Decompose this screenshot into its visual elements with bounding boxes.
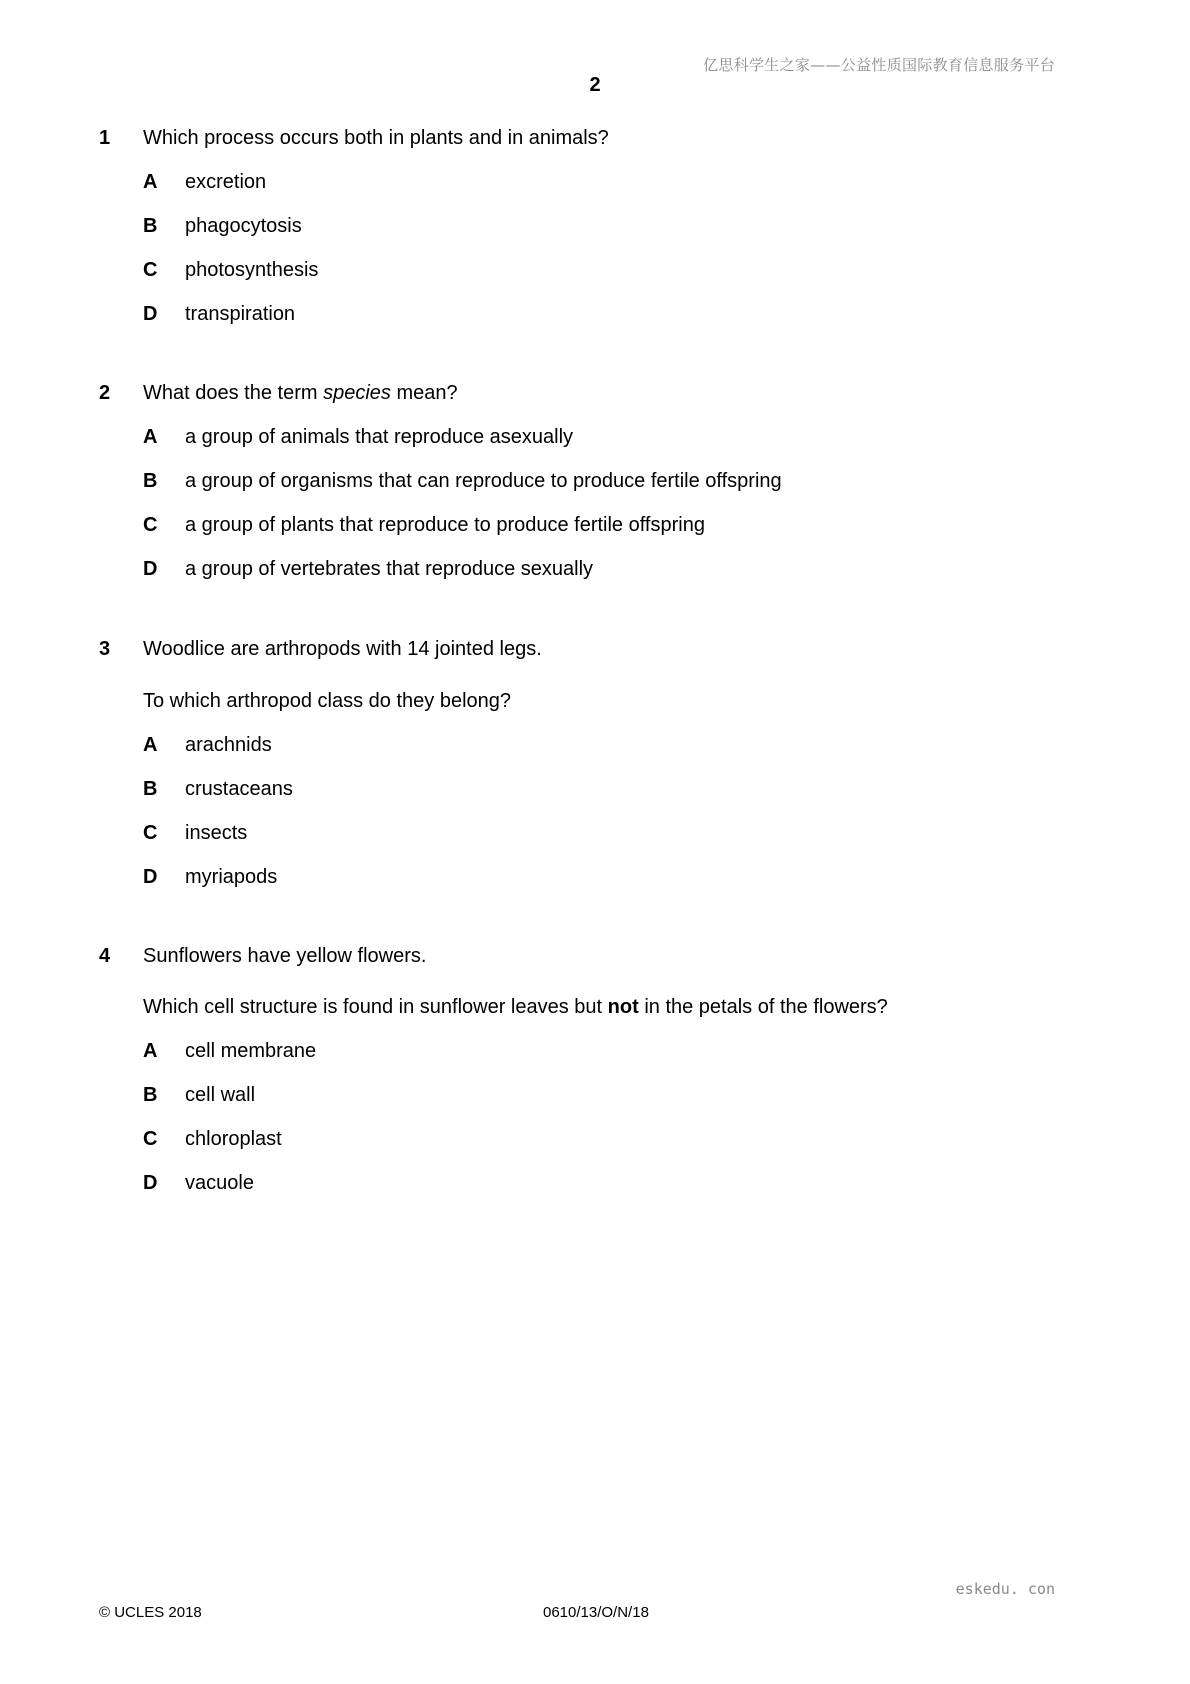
option-letter: B bbox=[143, 1084, 158, 1106]
question-stem: To which arthropod class do they belong? bbox=[143, 690, 512, 712]
option-text: myriapods bbox=[185, 866, 278, 888]
option-letter: A bbox=[143, 171, 158, 193]
option-text: cell membrane bbox=[185, 1040, 317, 1062]
option-d bbox=[0, 558, 1190, 584]
option-text: crustaceans bbox=[185, 778, 293, 800]
question-number: 4 bbox=[99, 945, 111, 967]
option-text: phagocytosis bbox=[185, 215, 302, 237]
option-text: a group of animals that reproduce asexually bbox=[185, 426, 574, 448]
option-letter: A bbox=[143, 426, 158, 448]
option-letter: D bbox=[143, 866, 158, 888]
option-b bbox=[0, 215, 1190, 241]
option-d bbox=[0, 866, 1190, 892]
option-text: transpiration bbox=[185, 303, 296, 325]
option-text: a group of vertebrates that reproduce sexually bbox=[185, 558, 594, 580]
option-text: a group of organisms that can reproduce to produce fertile offspring bbox=[185, 470, 782, 492]
option-letter: A bbox=[143, 734, 158, 756]
question-number: 3 bbox=[99, 638, 111, 660]
paper-code: 0610/13/O/N/18 bbox=[543, 1604, 649, 1621]
question-stem: Which process occurs both in plants and in animals? bbox=[143, 127, 609, 149]
option-text: arachnids bbox=[185, 734, 272, 756]
option-b bbox=[0, 778, 1190, 804]
option-c bbox=[0, 514, 1190, 540]
option-letter: B bbox=[143, 215, 158, 237]
option-letter: D bbox=[143, 303, 158, 325]
option-letter: B bbox=[143, 470, 158, 492]
option-letter: C bbox=[143, 514, 158, 536]
stem-text: in the petals of the flowers? bbox=[638, 996, 888, 1018]
option-a bbox=[0, 171, 1190, 197]
page-number: 2 bbox=[589, 74, 601, 96]
option-b bbox=[0, 1084, 1190, 1110]
option-text: vacuole bbox=[185, 1172, 254, 1194]
question-stem bbox=[143, 996, 888, 1019]
option-letter: A bbox=[143, 1040, 158, 1062]
question-number: 1 bbox=[99, 127, 111, 149]
option-text: excretion bbox=[185, 171, 267, 193]
watermark-bottom: eskedu. con bbox=[955, 1580, 1055, 1598]
option-c bbox=[0, 822, 1190, 848]
question-number: 2 bbox=[99, 382, 111, 404]
option-letter: C bbox=[143, 259, 158, 281]
option-letter: C bbox=[143, 1128, 158, 1150]
stem-text: What does the term bbox=[143, 382, 324, 404]
option-text: photosynthesis bbox=[185, 259, 319, 281]
option-letter: D bbox=[143, 558, 158, 580]
option-text: chloroplast bbox=[185, 1128, 282, 1150]
option-d bbox=[0, 1172, 1190, 1198]
option-text: cell wall bbox=[185, 1084, 256, 1106]
copyright: © UCLES 2018 bbox=[99, 1604, 202, 1621]
option-b bbox=[0, 470, 1190, 496]
stem-emphasis: species bbox=[323, 382, 391, 404]
stem-emphasis: not bbox=[607, 996, 639, 1018]
watermark-text: 亿思科学生之家——公益性质国际教育信息服务平台 bbox=[703, 56, 1055, 74]
option-letter: D bbox=[143, 1172, 158, 1194]
option-letter: B bbox=[143, 778, 158, 800]
option-letter: C bbox=[143, 822, 158, 844]
option-text: a group of plants that reproduce to produce fertile offspring bbox=[185, 514, 705, 536]
question-stem bbox=[143, 382, 458, 405]
option-a bbox=[0, 1040, 1190, 1066]
option-c bbox=[0, 259, 1190, 285]
question-stem: Woodlice are arthropods with 14 jointed legs. bbox=[143, 638, 542, 660]
stem-text: Which cell structure is found in sunflower leaves but bbox=[143, 996, 608, 1018]
option-a bbox=[0, 426, 1190, 452]
option-text: insects bbox=[185, 822, 248, 844]
stem-text: mean? bbox=[390, 382, 458, 404]
option-d bbox=[0, 303, 1190, 329]
option-c bbox=[0, 1128, 1190, 1154]
question-stem: Sunflowers have yellow flowers. bbox=[143, 945, 427, 967]
option-a bbox=[0, 734, 1190, 760]
